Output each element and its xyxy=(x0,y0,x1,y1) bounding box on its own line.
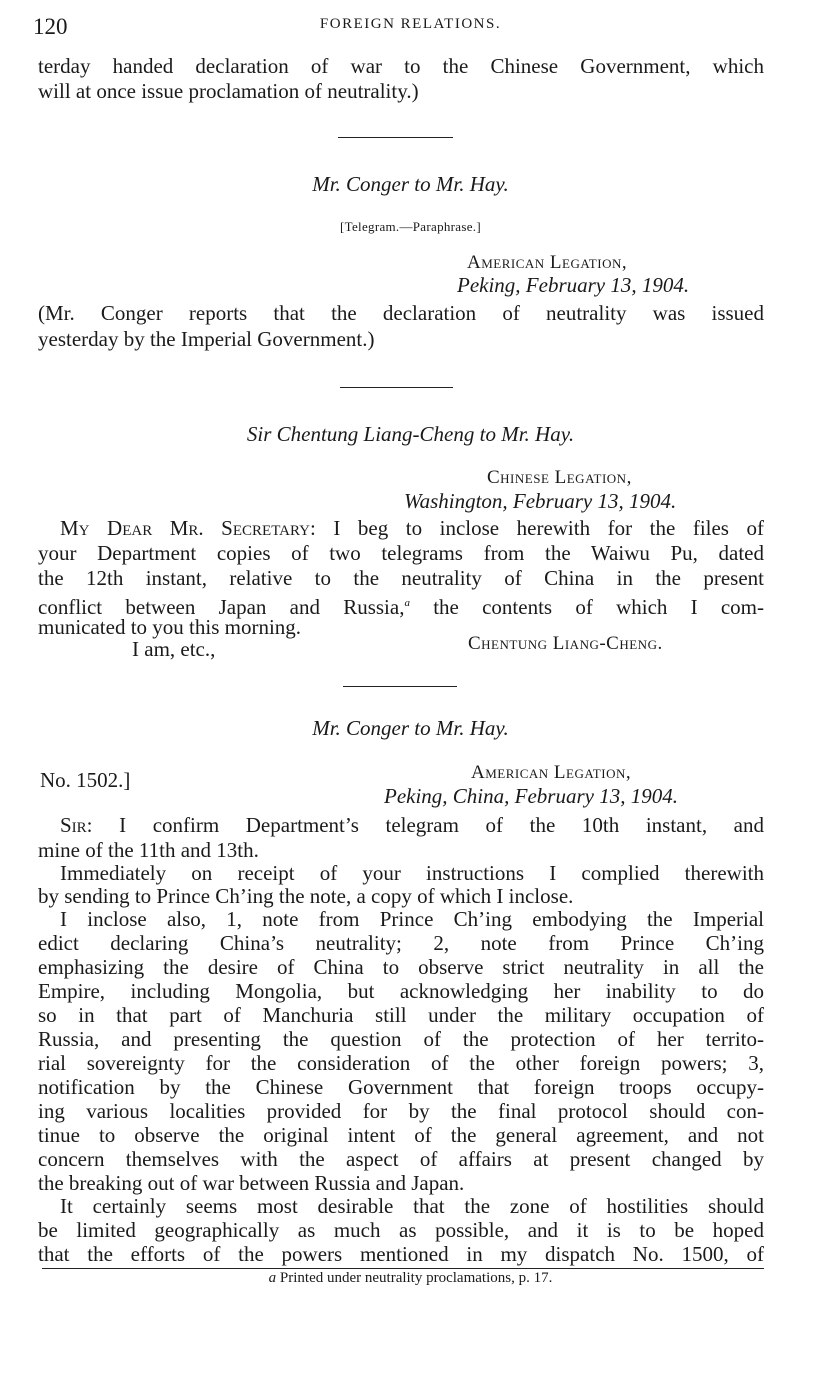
doc3-p3-line-2: edict declaring China’s neutrality; 2, note from Prince Ch’ing xyxy=(38,931,764,955)
doc3-p2-line-2: by sending to Prince Ch’ing the note, a copy of which I inclose. xyxy=(38,884,574,908)
doc3-p3-line-7: rial sovereignty for the consideration of the other foreign powers; 3, xyxy=(38,1051,764,1075)
page-number: 120 xyxy=(33,14,68,39)
continuation-line-2: will at once issue proclamation of neutrality.) xyxy=(38,79,419,103)
separator-rule-2 xyxy=(340,387,453,388)
doc3-p4-line-1: It certainly seems most desirable that the zone of hostilities should xyxy=(60,1194,764,1218)
doc2-line-3: the 12th instant, relative to the neutrality of China in the present xyxy=(38,566,764,590)
doc2-line-1 xyxy=(38,516,764,540)
doc1-place: American Legation, xyxy=(467,252,628,273)
doc3-p2-line-1: Immediately on receipt of your instructions I complied therewith xyxy=(60,861,764,885)
footnote xyxy=(0,1270,821,1287)
doc3-p1-line-2: mine of the 11th and 13th. xyxy=(38,838,259,862)
doc1-heading: Mr. Conger to Mr. Hay. xyxy=(312,172,509,196)
doc3-p3-line-12: the breaking out of war between Russia and Japan. xyxy=(38,1171,465,1195)
footnote-reference: a xyxy=(404,597,410,609)
doc3-p3-line-4: Empire, including Mongolia, but acknowledging her inability to do xyxy=(38,979,764,1003)
doc3-p3-line-11: concern themselves with the aspect of affairs at present changed by xyxy=(38,1147,764,1171)
footnote-rule xyxy=(42,1268,764,1269)
doc3-p3-line-5: so in that part of Manchuria still under the military occupation of xyxy=(38,1003,764,1027)
doc3-p3-line-3: emphasizing the desire of China to observe strict neutrality in all the xyxy=(38,955,764,979)
doc1-line-2: yesterday by the Imperial Government.) xyxy=(38,327,375,351)
doc1-date: Peking, February 13, 1904. xyxy=(457,273,690,297)
doc2-salutation: My Dear Mr. Secretary: xyxy=(60,516,316,540)
footnote-text: Printed under neutrality proclamations, p. 17. xyxy=(276,1270,553,1286)
doc1-line-1: (Mr. Conger reports that the declaration of neutrality was issued xyxy=(38,301,764,325)
doc3-p1-line-1-text: I confirm Department’s telegram of the 10th instant, and xyxy=(92,813,764,837)
doc3-place: American Legation, xyxy=(471,762,632,783)
footnote-mark: a xyxy=(268,1270,277,1286)
doc3-p3-line-6: Russia, and presenting the question of the protection of her territo- xyxy=(38,1027,764,1051)
doc2-line-1-text: I beg to inclose herewith for the files of xyxy=(333,516,765,540)
doc2-line-5: municated to you this morning. xyxy=(38,615,302,639)
doc3-p3-line-1: I inclose also, 1, note from Prince Ch’ing embodying the Imperial xyxy=(60,907,764,931)
doc2-place: Chinese Legation, xyxy=(487,467,632,488)
separator-rule-1 xyxy=(338,137,453,138)
doc3-p3-line-10: tinue to observe the original intent of the general agreement, and not xyxy=(38,1123,764,1147)
doc3-salutation: Sir: xyxy=(60,813,93,837)
doc3-p3-line-8: notification by the Chinese Government that foreign troops occupy- xyxy=(38,1075,764,1099)
doc2-signature: Chentung Liang-Cheng. xyxy=(468,633,663,654)
running-head: FOREIGN RELATIONS. xyxy=(319,16,502,32)
doc2-closing: I am, etc., xyxy=(132,637,216,661)
continuation-line-1: terday handed declaration of war to the Chinese Government, which xyxy=(38,54,764,78)
doc2-line-4a: conflict between Japan and Russia, xyxy=(38,595,405,619)
doc3-date: Peking, China, February 13, 1904. xyxy=(384,784,678,808)
separator-rule-3 xyxy=(343,686,457,687)
doc3-p1-line-1 xyxy=(38,813,764,837)
doc3-heading: Mr. Conger to Mr. Hay. xyxy=(312,716,509,740)
doc3-number: No. 1502.] xyxy=(40,768,131,792)
doc1-subheading: [Telegram.—Paraphrase.] xyxy=(340,219,481,234)
doc2-line-4b: the contents of which I com- xyxy=(409,595,765,619)
doc2-date: Washington, February 13, 1904. xyxy=(404,489,677,513)
doc2-line-2: your Department copies of two telegrams from the Waiwu Pu, dated xyxy=(38,541,764,565)
doc3-p4-line-3: that the efforts of the powers mentioned in my dispatch No. 1500, of xyxy=(38,1242,764,1266)
doc3-p4-line-2: be limited geographically as much as possible, and it is to be hoped xyxy=(38,1218,764,1242)
doc2-heading: Sir Chentung Liang-Cheng to Mr. Hay. xyxy=(246,422,575,446)
doc3-p3-line-9: ing various localities provided for by the final protocol should con- xyxy=(38,1099,764,1123)
